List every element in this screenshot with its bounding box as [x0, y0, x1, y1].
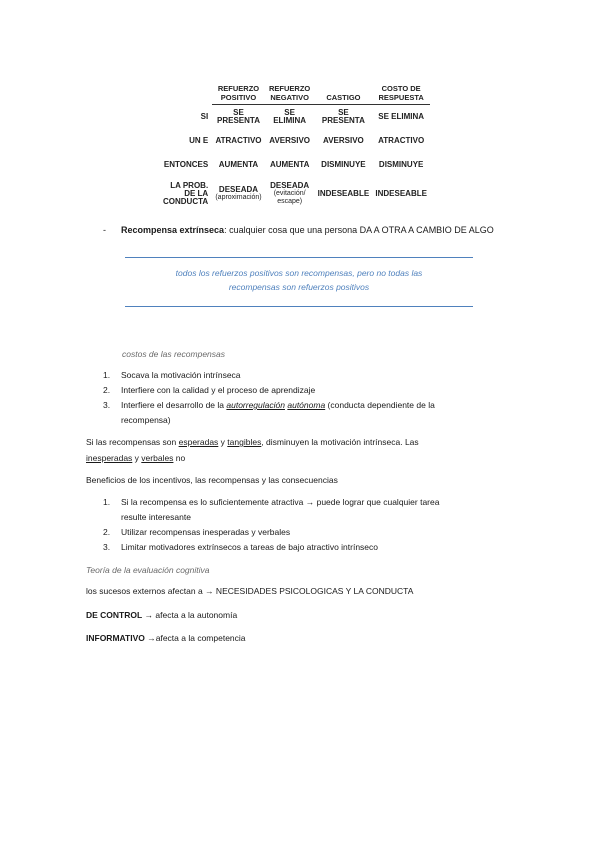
costos-list: [103, 368, 515, 428]
informativo-label: INFORMATIVO: [86, 633, 145, 643]
list-number: 1.: [103, 370, 111, 380]
list-text-continued: recompensa): [121, 415, 171, 425]
row-label: UN E: [189, 136, 209, 145]
table-cell: [212, 177, 265, 211]
quote-text: [125, 266, 473, 294]
cell-sub: (evitación/ escape): [273, 190, 306, 205]
underlined-term: autónoma: [287, 400, 326, 410]
cell-main: DESEADA: [218, 185, 259, 194]
control-label: DE CONTROL: [86, 610, 143, 620]
table-cell: ATRACTIVO: [378, 136, 425, 145]
list-text-continued: resulte interesante: [121, 512, 191, 522]
table-cell: AUMENTA: [218, 160, 259, 169]
list-item: [103, 368, 515, 383]
list-item: [103, 398, 515, 428]
list-text-pre: Interfiere el desarrollo de la: [121, 400, 227, 410]
list-text: Interfiere con la calidad y el proceso de aprendizaje: [121, 385, 316, 395]
table-header-blank: [160, 80, 212, 105]
table-cell: SE PRESENTA: [217, 108, 260, 125]
bullet-term: Recompensa extrínseca: [121, 225, 225, 235]
table-cell: SE ELIMINA: [273, 108, 307, 125]
underlined-term: autorregulación: [226, 400, 285, 410]
list-item: [103, 383, 515, 398]
list-item: [103, 540, 515, 555]
list-item: [103, 525, 515, 540]
bullet-recompensa: [103, 225, 494, 235]
list-number: 2.: [103, 385, 111, 395]
row-label: LA PROB. DE LA CONDUCTA: [163, 181, 209, 206]
teoria-heading: Teoría de la evaluación cognitiva: [86, 565, 210, 575]
table-cell: SE PRESENTA: [321, 108, 365, 125]
informativo-line: [86, 630, 246, 646]
bullet-dash: -: [103, 225, 106, 235]
informativo-text: →afecta a la competencia: [144, 633, 246, 643]
list-text: Utilizar recompensas inesperadas y verbales: [121, 527, 291, 537]
table-cell: AUMENTA: [269, 160, 310, 169]
costos-heading: costos de las recompensas: [122, 349, 225, 359]
table-cell: AVERSIVO: [269, 136, 311, 145]
row-label: SI: [200, 111, 209, 121]
table-row: [160, 129, 430, 153]
para-text: no: [173, 453, 186, 463]
table-cell: SE ELIMINA: [378, 112, 425, 121]
bullet-definition: : cualquier cosa que una persona DA A OTRA A CAMBIO DE ALGO: [224, 225, 494, 235]
list-text-post: (conducta dependiente de la: [325, 400, 435, 410]
quote-line-2: recompensas son refuerzos positivos: [228, 282, 370, 292]
para-text: , disminuyen la motivación intrínseca. Las: [261, 437, 419, 447]
table-header-cell: COSTO DE RESPUESTA: [372, 80, 430, 105]
list-number: 3.: [103, 542, 111, 552]
list-text: Socava la motivación intrínseca: [121, 370, 241, 380]
table-header-row: [160, 80, 430, 105]
recompensas-paragraph: [86, 434, 516, 466]
para-text: Si las recompensas son: [86, 437, 179, 447]
table-cell: DISMINUYE: [321, 160, 366, 169]
table-header-cell: REFUERZO POSITIVO: [212, 80, 265, 105]
table-cell: ATRACTIVO: [215, 136, 262, 145]
teoria-line: los sucesos externos afectan a → NECESIDADES PSICOLOGICAS Y LA CONDUCTA: [86, 586, 414, 596]
control-line: [86, 607, 237, 623]
underlined-term: inesperadas: [86, 453, 133, 463]
underlined-term: verbales: [141, 453, 174, 463]
para-text: y: [218, 437, 228, 447]
table-row: [160, 105, 430, 130]
reinforcement-table: [160, 80, 430, 211]
beneficios-heading: Beneficios de los incentivos, las recompensas y las consecuencias: [86, 475, 338, 485]
beneficios-list: [103, 495, 515, 555]
list-number: 3.: [103, 400, 111, 410]
list-number: 1.: [103, 497, 111, 507]
list-number: 2.: [103, 527, 111, 537]
table-cell: DISMINUYE: [378, 160, 424, 169]
quote-line-1: todos los refuerzos positivos son recompensas, pero no todas las: [175, 268, 423, 278]
table-header-cell: CASTIGO: [314, 80, 372, 105]
table-cell: INDESEABLE: [317, 189, 370, 198]
table-cell: INDESEABLE: [375, 189, 427, 198]
para-text: y: [132, 453, 142, 463]
table-header-cell: REFUERZO NEGATIVO: [265, 80, 315, 105]
quote-box: [125, 257, 473, 307]
table-cell: AVERSIVO: [323, 136, 364, 145]
list-item: [103, 495, 515, 525]
list-text: Si la recompensa es lo suficientemente atractiva → puede lograr que cualquier tarea: [121, 497, 440, 507]
underlined-term: esperadas: [178, 437, 219, 447]
underlined-term: tangibles: [227, 437, 262, 447]
control-text: → afecta a la autonomía: [142, 610, 238, 620]
list-text: Limitar motivadores extrínsecos a tareas de bajo atractivo intrínseco: [121, 542, 379, 552]
table-row: [160, 177, 430, 211]
table-row: [160, 153, 430, 177]
table-cell: [265, 177, 315, 211]
row-label: ENTONCES: [163, 160, 209, 169]
cell-sub: (aproximación): [215, 194, 262, 201]
cell-main: DESEADA: [270, 181, 310, 190]
